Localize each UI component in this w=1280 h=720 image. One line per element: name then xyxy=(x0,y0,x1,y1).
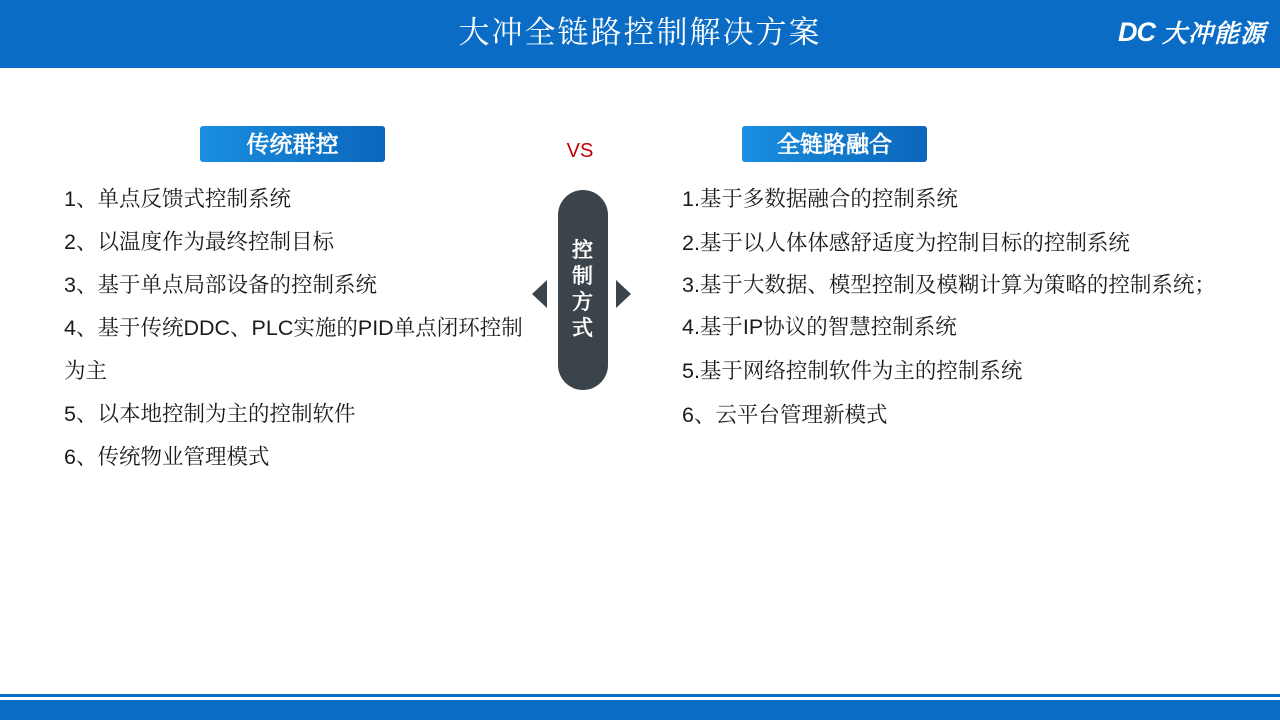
arrow-left-icon xyxy=(532,280,547,308)
list-item: 2、以温度作为最终控制目标 xyxy=(64,230,334,254)
center-badge-char-1: 控 xyxy=(572,239,594,262)
list-item: 1、单点反馈式控制系统 xyxy=(64,187,291,211)
slide-header xyxy=(0,0,1280,68)
list-item: 5.基于网络控制软件为主的控制系统 xyxy=(682,359,1023,383)
right-column-heading: 全链路融合 xyxy=(742,126,927,162)
center-badge-char-4: 式 xyxy=(572,317,594,340)
center-badge-char-2: 制 xyxy=(572,265,594,288)
list-item: 5、以本地控制为主的控制软件 xyxy=(64,402,356,426)
list-item: 2.基于以人体体感舒适度为控制目标的控制系统 xyxy=(682,231,1130,255)
list-item: 1.基于多数据融合的控制系统 xyxy=(682,187,958,211)
right-column-list xyxy=(682,178,1280,438)
list-item: 3、基于单点局部设备的控制系统 xyxy=(64,273,377,297)
list-item: 6、云平台管理新模式 xyxy=(682,403,888,427)
company-logo xyxy=(1118,14,1266,50)
footer-divider xyxy=(0,694,1280,697)
vs-label: VS xyxy=(566,140,594,162)
left-column-list xyxy=(64,178,534,479)
logo-company-name: 大冲能源 xyxy=(1161,20,1266,48)
footer-bar xyxy=(0,700,1280,720)
left-column-heading: 传统群控 xyxy=(200,126,385,162)
list-item: 3.基于大数据、模型控制及模糊计算为策略的控制系统； xyxy=(682,273,1216,297)
list-item: 6、传统物业管理模式 xyxy=(64,445,270,469)
list-item: 4.基于IP协议的智慧控制系统 xyxy=(682,315,957,339)
page-title: 大冲全链路控制解决方案 xyxy=(458,15,822,50)
logo-mark: DC xyxy=(1117,16,1155,47)
list-item: 4、基于传统DDC、PLC实施的PID单点闭环控制为主 xyxy=(64,316,523,383)
center-badge xyxy=(558,190,608,390)
arrow-right-icon xyxy=(616,280,631,308)
center-badge-char-3: 方 xyxy=(572,291,594,314)
